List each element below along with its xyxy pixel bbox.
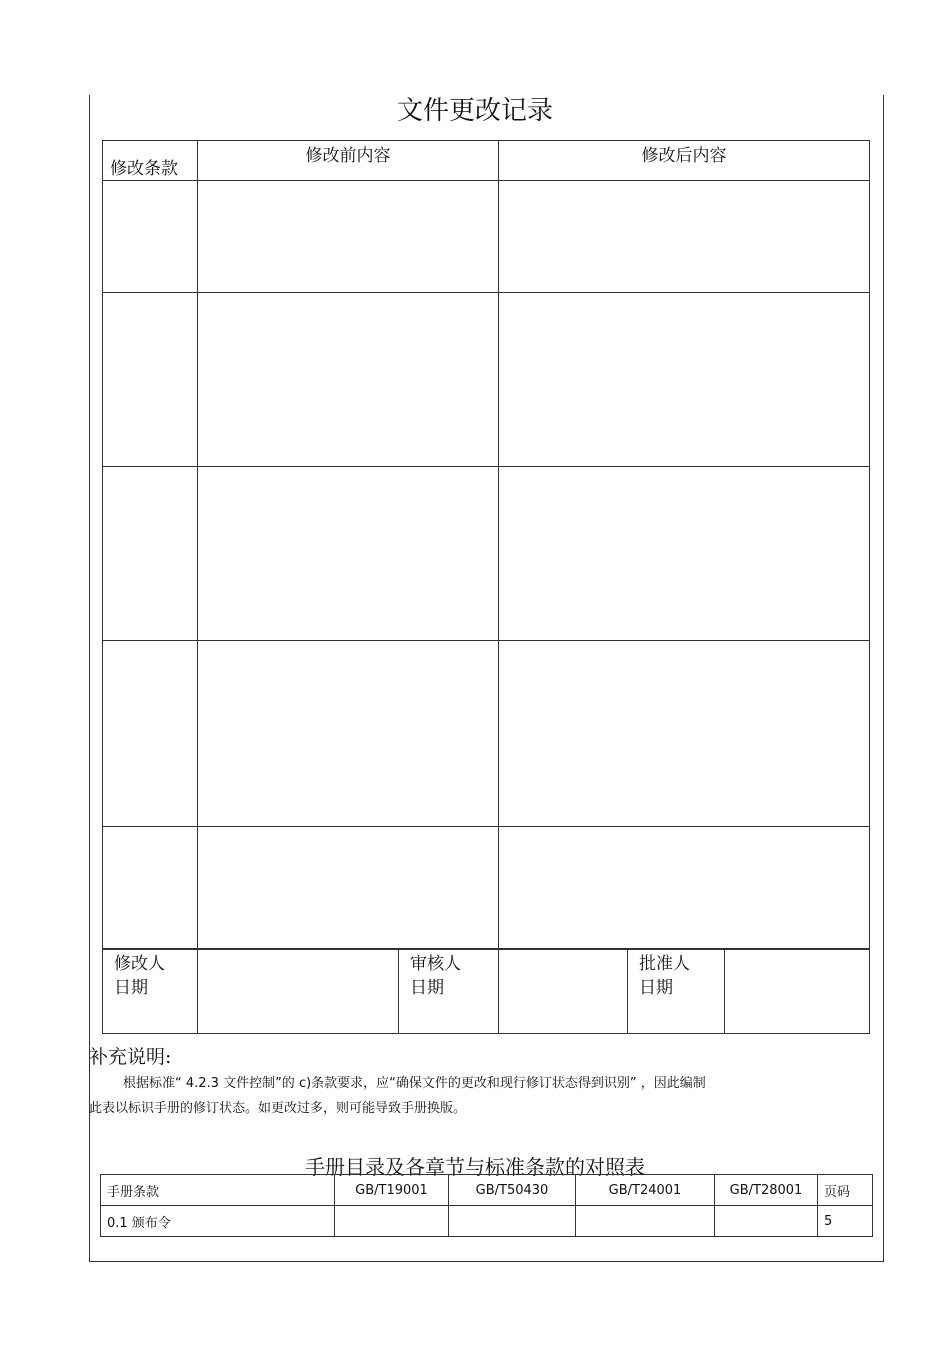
clause-cell[interactable] xyxy=(103,181,198,293)
gb50430-header: GB/T50430 xyxy=(449,1175,576,1206)
gb28001-cell xyxy=(715,1206,818,1237)
before-cell[interactable] xyxy=(198,293,499,467)
before-cell[interactable] xyxy=(198,827,499,950)
after-cell[interactable] xyxy=(499,467,870,641)
manual-clause-cell: 0.1 颁布令 xyxy=(101,1206,335,1237)
after-cell[interactable] xyxy=(499,641,870,827)
supplement-heading: 补充说明: xyxy=(89,1046,172,1068)
reviewer-value[interactable] xyxy=(499,949,628,1034)
gb24001-cell xyxy=(576,1206,715,1237)
before-header: 修改前内容 xyxy=(198,141,499,181)
signature-row xyxy=(103,949,870,1034)
clause-cell[interactable] xyxy=(103,467,198,641)
clause-cell[interactable] xyxy=(103,293,198,467)
modifier-label: 修改人 日期 xyxy=(103,949,198,1034)
page-frame-bottom xyxy=(89,1261,884,1262)
gb24001-header: GB/T24001 xyxy=(576,1175,715,1206)
reference-title: 手册目录及各章节与标准条款的对照表 xyxy=(305,1155,645,1179)
before-cell[interactable] xyxy=(198,467,499,641)
gb19001-cell xyxy=(335,1206,449,1237)
approver-label: 批准人 日期 xyxy=(628,949,725,1034)
change-record-row xyxy=(103,641,870,827)
reviewer-label: 审核人 日期 xyxy=(399,949,499,1034)
after-cell[interactable] xyxy=(499,293,870,467)
supplement-line-1: 根据标准“ 4.2.3 文件控制”的 c)条款要求，应“确保文件的更改和现行修订状态得到识别” ，因此编制 xyxy=(123,1076,706,1091)
signature-table xyxy=(102,948,870,1034)
page-header: 页码 xyxy=(818,1175,873,1206)
reference-row xyxy=(101,1206,873,1237)
manual-clause-header: 手册条款 xyxy=(101,1175,335,1206)
supplement-line-2: 此表以标识手册的修订状态。如更改过多，则可能导致手册换版。 xyxy=(89,1101,467,1116)
change-record-table xyxy=(102,140,870,950)
change-record-row xyxy=(103,293,870,467)
before-cell[interactable] xyxy=(198,641,499,827)
change-record-row xyxy=(103,181,870,293)
gb50430-cell xyxy=(449,1206,576,1237)
gb19001-header: GB/T19001 xyxy=(335,1175,449,1206)
record-title: 文件更改记录 xyxy=(396,96,553,126)
after-header: 修改后内容 xyxy=(499,141,870,181)
change-record-row xyxy=(103,467,870,641)
after-cell[interactable] xyxy=(499,827,870,950)
before-cell[interactable] xyxy=(198,181,499,293)
change-record-row xyxy=(103,827,870,950)
change-record-header-row xyxy=(103,141,870,181)
reference-header-row xyxy=(101,1175,873,1206)
reference-table xyxy=(100,1174,873,1237)
modifier-value[interactable] xyxy=(198,949,399,1034)
clause-cell[interactable] xyxy=(103,827,198,950)
page-frame-right xyxy=(883,95,884,1262)
gb28001-header: GB/T28001 xyxy=(715,1175,818,1206)
after-cell[interactable] xyxy=(499,181,870,293)
page-cell: 5 xyxy=(818,1206,873,1237)
approver-value[interactable] xyxy=(725,949,870,1034)
clause-header: 修改条款 xyxy=(103,141,198,181)
clause-cell[interactable] xyxy=(103,641,198,827)
page-frame-left xyxy=(89,95,90,1262)
